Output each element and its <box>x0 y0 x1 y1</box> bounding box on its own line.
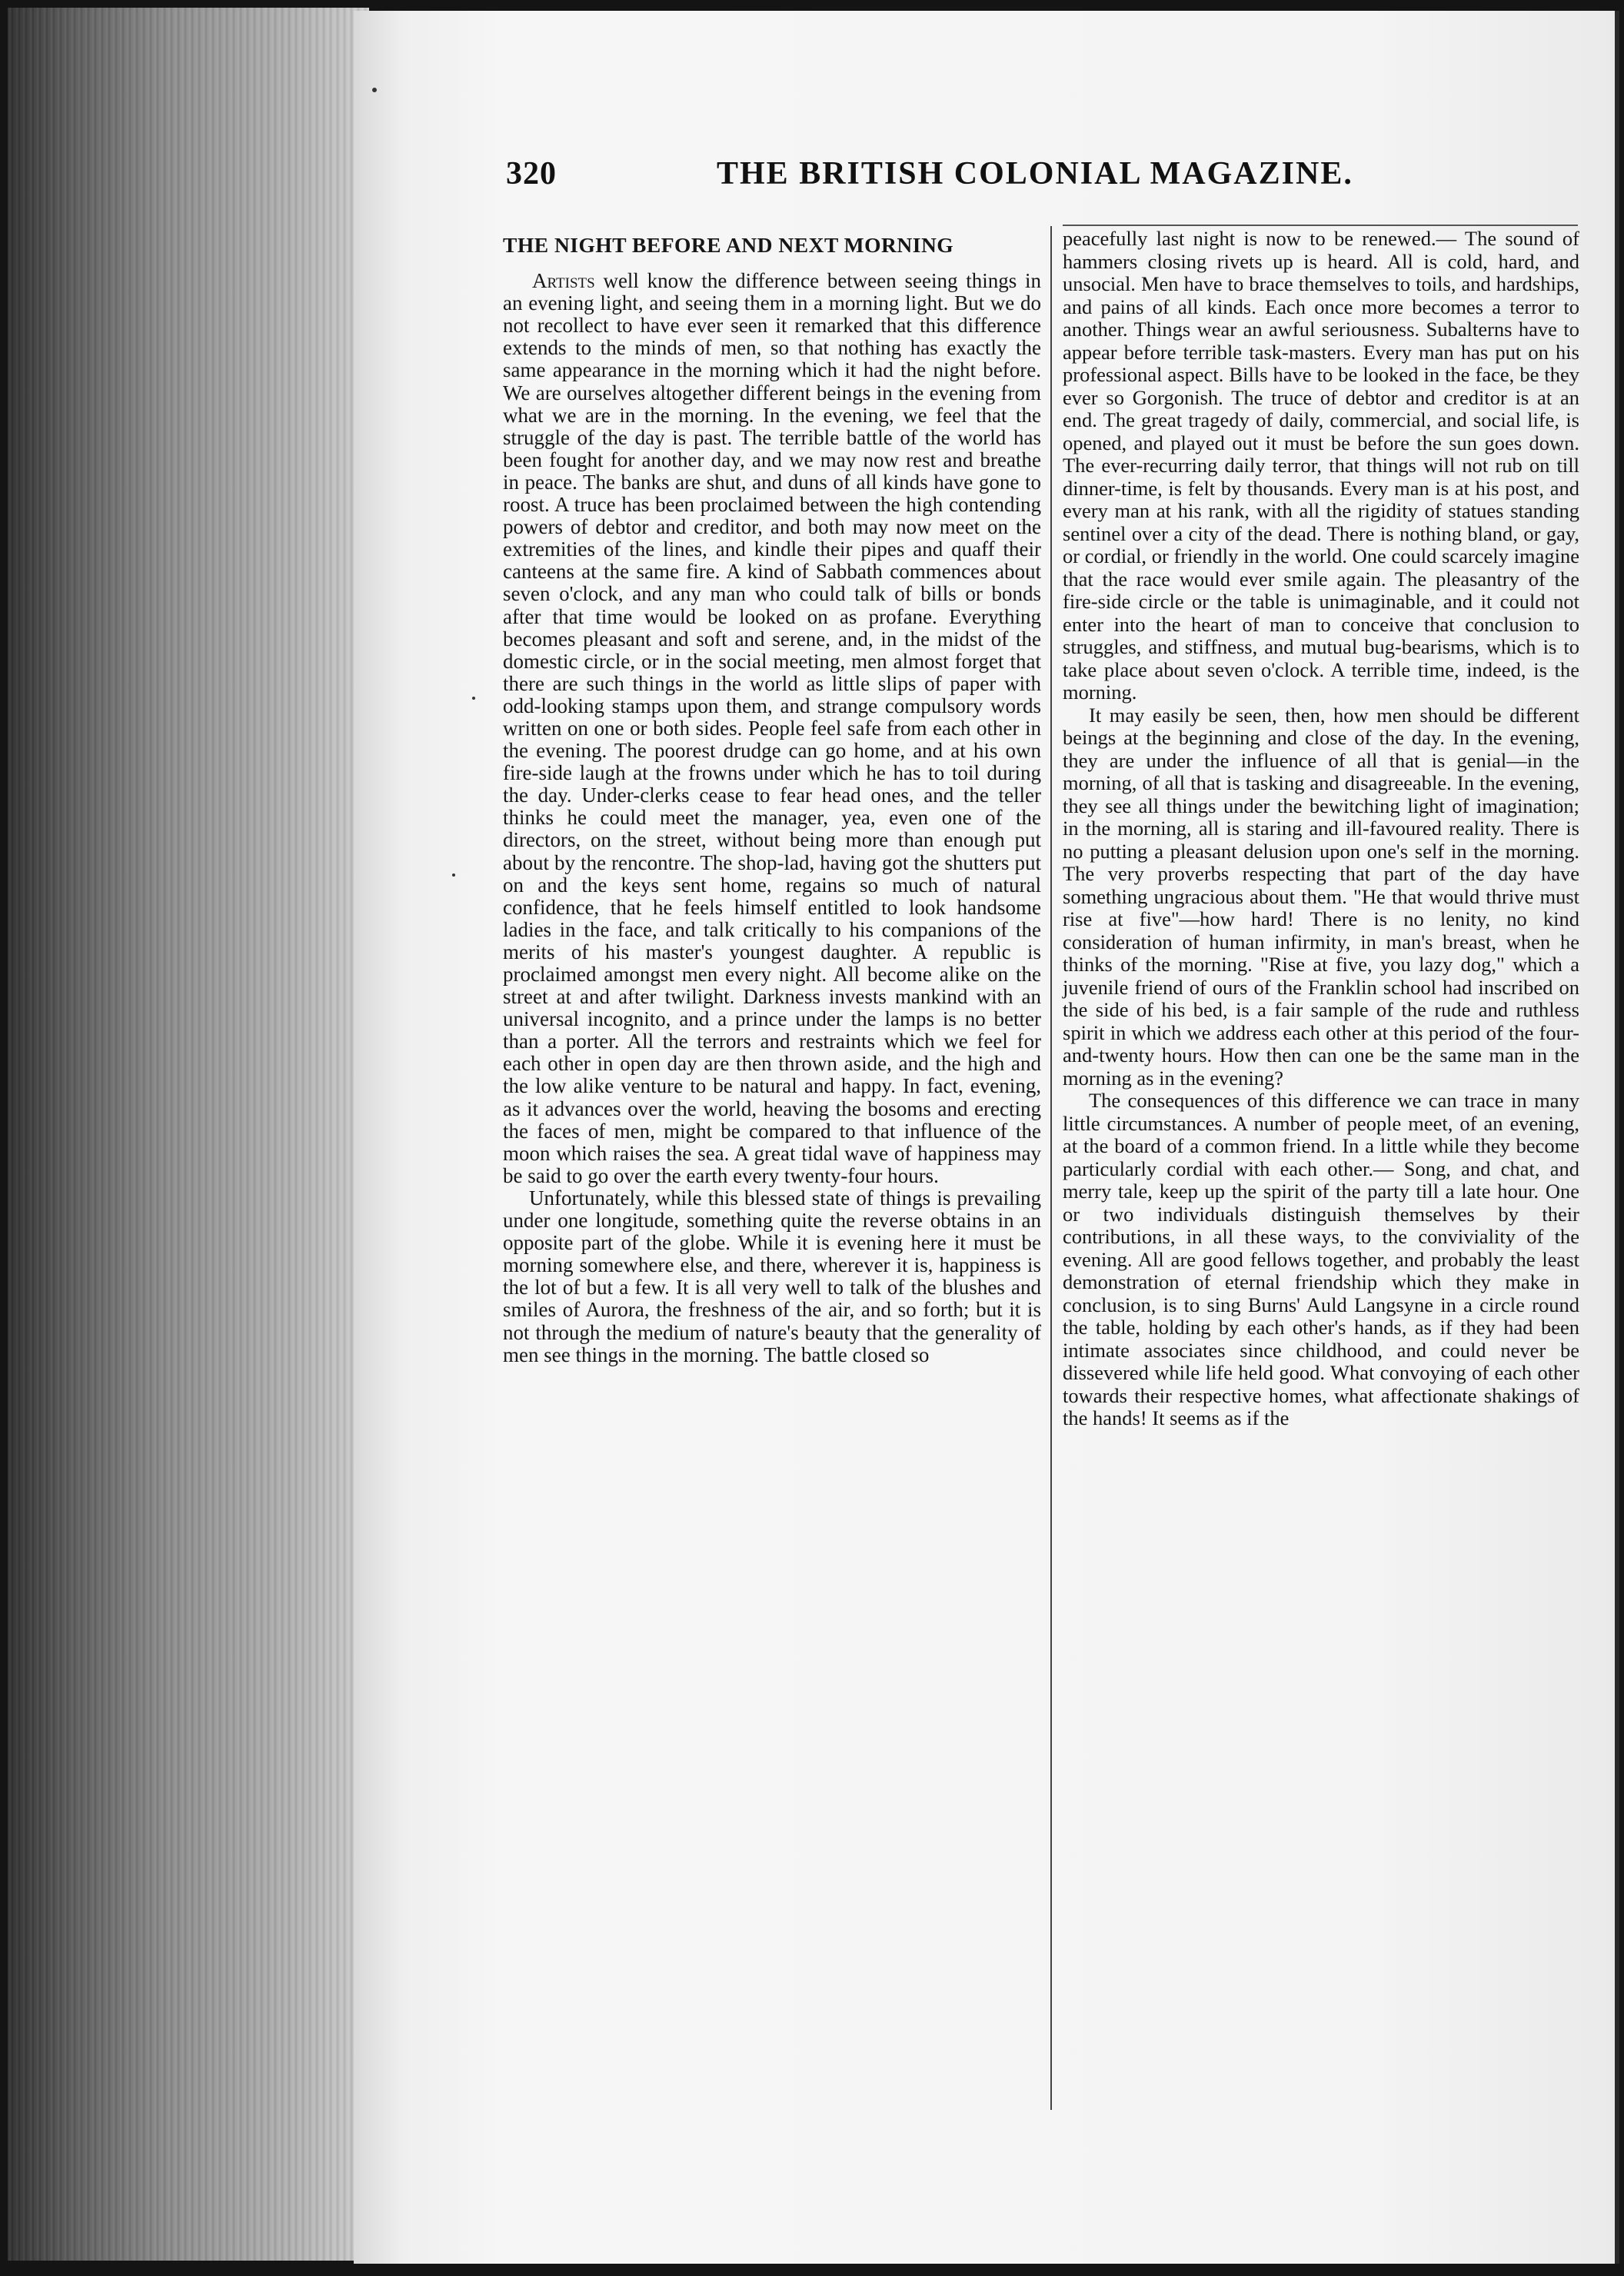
article-title: THE NIGHT BEFORE AND NEXT MORNING <box>503 233 954 257</box>
paragraph <box>503 270 1041 1187</box>
column-rule <box>1050 226 1052 2110</box>
running-head: THE BRITISH COLONIAL MAGAZINE. <box>717 156 1353 191</box>
paragraph-text: well know the difference between seeing things in an evening light, and seeing them in a morning light. But we do not recollect to have ever seen it remarked that this difference extends to the minds of men, so that nothing has exactly the same appearance in the morning which it had the night before. We are ourselves altogether different beings in the evening from what we are in the morning. In the evening, we feel that the struggle of the day is past. The terrible battle of the world has been fought for another day, and we may now rest and breathe in peace. The banks are shut, and duns of all kinds have gone to roost. A truce has been proclaimed between the high contending powers of debtor and creditor, and both may now meet on the extremities of the lines, and kindle their pipes and quaff their canteens at the same fire. A kind of Sabbath commences about seven o'clock, and any man who could talk of bills or bonds after that time would be looked on as profane. Everything becomes pleasant and soft and serene, and, in the midst of the domestic circle, or in the social meeting, men almost forget that there are such things in the world as little slips of paper with odd-looking stamps upon them, and strange compulsory words written on one or both sides. People feel safe from each other in the evening. The poorest drudge can go home, and at his own fire-side laugh at the frowns under which he has to toil during the day. Under-clerks cease to fear head ones, and the teller thinks he could meet the manager, yea, even one of the directors, on the street, without being more than enough put about by the rencontre. The shop-lad, having got the shutters put on and the keys sent home, regains so much of natural confidence, that he feels himself entitled to look handsome ladies in the face, and talk critically to his companions of the merits of his master's youngest daughter. A republic is proclaimed amongst men every night. All become alike on the street at and after twilight. Darkness invests mankind with an universal incognito, and a prince under the lamps is no better than a porter. All the terrors and restraints which we feel for each other in open day are then thrown aside, and the high and the low alike venture to be natural and happy. In fact, evening, as it advances over the world, heaving the bosoms and erecting the faces of men, might be compared to that influence of the moon which raises the sea. A great tidal wave of happiness may be said to go over the earth every twenty-four hours. <box>503 269 1041 1187</box>
paragraph: Unfortunately, while this blessed state of things is prevailing under one longitude, something quite the reverse obtains in an opposite part of the globe. While it is evening here it must be morning somewhere else, and there, wherever it is, happiness is the lot of but a few. It is all very well to talk of the blushes and smiles of Aurora, the freshness of the air, and so forth; but it is not through the medium of nature's beauty that the generality of men see things in the morning. The battle closed so <box>503 1186 1041 1366</box>
dropword: Artists <box>532 269 595 293</box>
paragraph: The consequences of this difference we can trace in many little circumstances. A number of people meet, of an evening, at the board of a common friend. In a little while they become particularly cordial with each other.— Song, and chat, and merry tale, keep up the spirit of the party till a late hour. One or two individuals distinguish themselves by their contributions, in all these ways, to the conviviality of the evening. All are good fellows together, and probably the least demonstration of eternal friendship which they make in conclusion, is to sing Burns' Auld Langsyne in a circle round the table, holding by each other's hands, as if they had been intimate associates since childhood, and could never be dissevered while life held good. What convoying of each other towards their respective homes, what affectionate shakings of the hands! It seems as if the <box>1063 1089 1579 1429</box>
right-column <box>1063 228 1579 1430</box>
book-page-edges <box>8 8 369 2261</box>
page-header <box>506 155 1359 195</box>
scan-speck <box>472 697 475 700</box>
left-column <box>503 228 1041 1366</box>
top-rule <box>1063 225 1578 226</box>
scan-speck <box>372 88 377 92</box>
scan-speck <box>452 873 455 877</box>
paragraph: peacefully last night is now to be renewed.— The sound of hammers closing rivets up is heard. All is cold, hard, and unsocial. Men have to brace themselves to toils, and hardships, and pains of all kinds. Each once more becomes a terror to another. Things wear an awful seriousness. Subalterns have to appear before terrible task-masters. Every man has put on his professional aspect. Bills have to be looked in the face, be they ever so Gorgonish. The truce of debtor and creditor is at an end. The great tragedy of daily, commercial, and social life, is opened, and played out it must be before the sun goes down. The ever-recurring daily terror, that things will not rub on till dinner-time, is felt by thousands. Every man is at his post, and every man at his rank, with all the rigidity of statues standing sentinel over a city of the dead. There is nothing bland, or gay, or cordial, or friendly in the world. One could scarcely imagine that the race would ever smile again. The pleasantry of the fire-side circle or the table is unimaginable, and it could not enter into the heart of man to conceive that conclusion to struggles, and stiffness, and mutual bug-bearisms, which is to take place about seven o'clock. A terrible time, indeed, is the morning. <box>1063 227 1579 704</box>
paragraph: It may easily be seen, then, how men should be different beings at the beginning and close of the day. In the evening, they are under the influence of all that is genial—in the morning, of all that is tasking and disagreeable. In the evening, they see all things under the bewitching light of imagination; in the morning, all is staring and ill-favoured reality. There is no putting a pleasant delusion upon one's self in the morning. The very proverbs respecting that part of the day have something ungracious about them. "He that would thrive must rise at five"—how hard! There is no lenity, no kind consideration of human infirmity, in man's breast, when he thinks of the morning. "Rise at five, you lazy dog," which a juvenile friend of ours of the Franklin school had inscribed on the side of his bed, is a fair sample of the rude and ruthless spirit in which we address each other at this period of the four-and-twenty hours. How then can one be the same man in the morning as in the evening? <box>1063 703 1579 1090</box>
page-number: 320 <box>506 156 557 191</box>
